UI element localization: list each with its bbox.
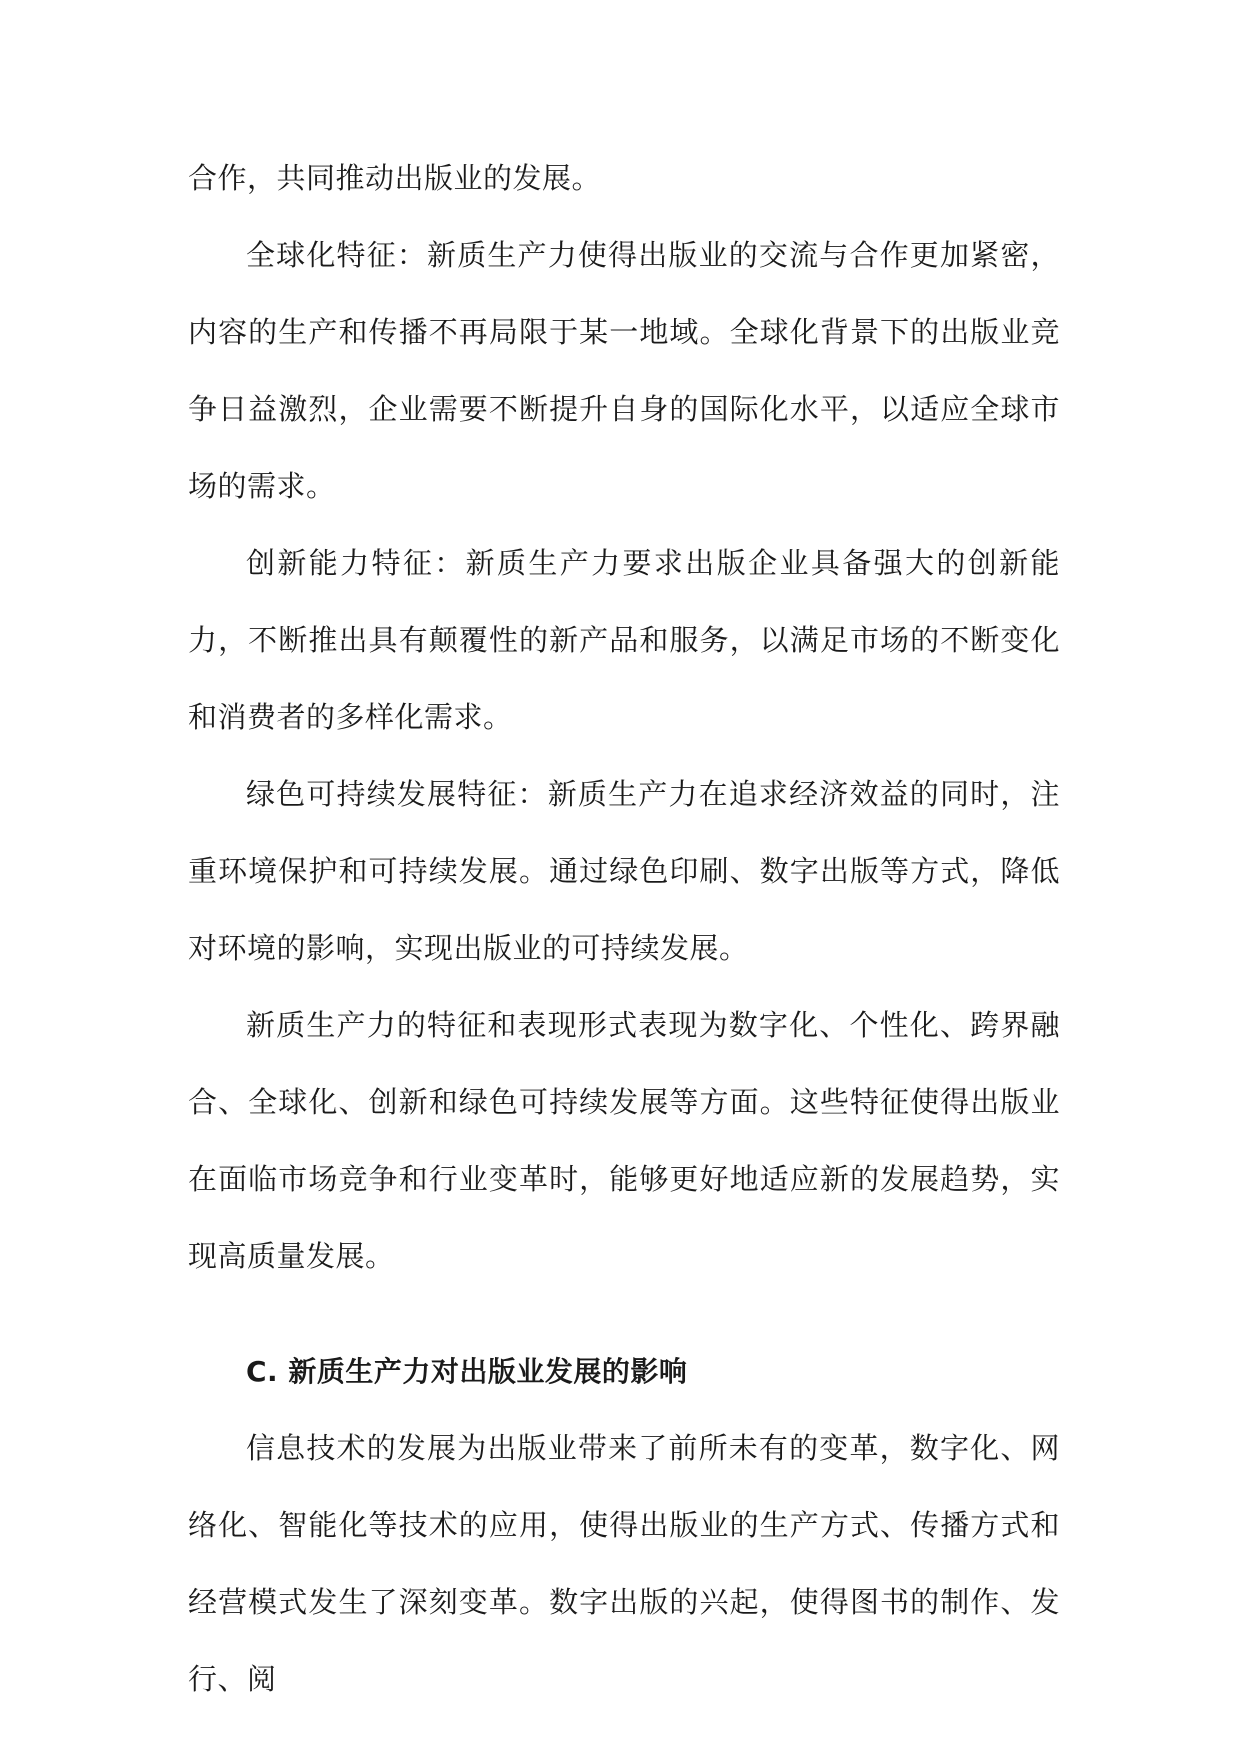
paragraph-innovation: 创新能力特征：新质生产力要求出版企业具备强大的创新能力，不断推出具有颠覆性的新产品和服务，以满足市场的不断变化和消费者的多样化需求。	[188, 546, 1060, 734]
paragraph-continued: 合作，共同推动出版业的发展。	[188, 161, 602, 195]
paragraph-green-sustainability: 绿色可持续发展特征：新质生产力在追求经济效益的同时，注重环境保护和可持续发展。通过绿色印刷、数字出版等方式，降低对环境的影响，实现出版业的可持续发展。	[188, 777, 1060, 965]
paragraph-globalization: 全球化特征：新质生产力使得出版业的交流与合作更加紧密，内容的生产和传播不再局限于某一地域。全球化背景下的出版业竞争日益激烈，企业需要不断提升自身的国际化水平，以适应全球市场的需求。	[188, 238, 1060, 503]
paragraph-summary: 新质生产力的特征和表现形式表现为数字化、个性化、跨界融合、全球化、创新和绿色可持续发展等方面。这些特征使得出版业在面临市场竞争和行业变革时，能够更好地适应新的发展趋势，实现高质量发展。	[188, 1008, 1060, 1273]
section-heading: C. 新质生产力对出版业发展的影响	[246, 1355, 688, 1388]
paragraph-it-impact: 信息技术的发展为出版业带来了前所未有的变革，数字化、网络化、智能化等技术的应用，使得出版业的生产方式、传播方式和经营模式发生了深刻变革。数字出版的兴起，使得图书的制作、发行、阅	[188, 1431, 1060, 1696]
document-body	[188, 140, 1060, 1718]
